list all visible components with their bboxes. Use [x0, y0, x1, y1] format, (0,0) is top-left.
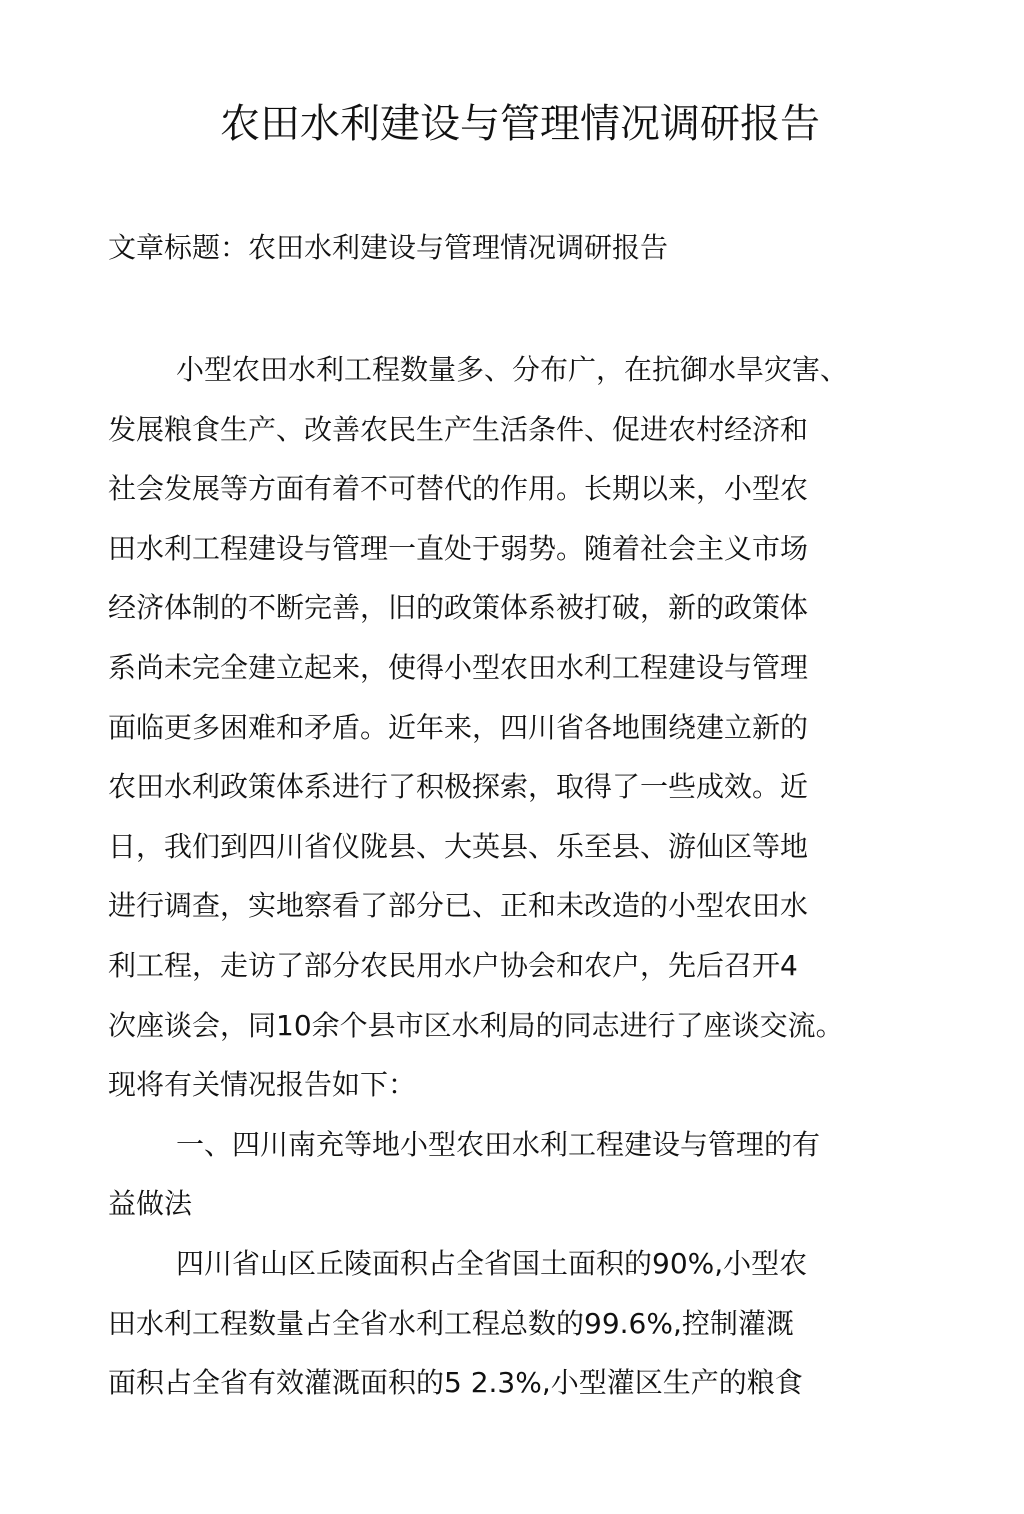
- text-line: 面积占全省有效灌溉面积的5 2.3%,小型灌区生产的粮食: [108, 1366, 803, 1400]
- text-line: 益做法: [108, 1187, 193, 1221]
- text-line: 现将有关情况报告如下：: [108, 1068, 417, 1102]
- text-line: 四川省山区丘陵面积占全省国土面积的90%,小型农: [176, 1246, 808, 1280]
- text-line: 次座谈会，同10余个县市区水利局的同志进行了座谈交流。: [108, 1008, 844, 1042]
- text-line: 田水利工程数量占全省水利工程总数的99.6%,控制灌溉: [108, 1306, 794, 1340]
- document-body: [108, 340, 888, 1413]
- text-line: 经济体制的不断完善，旧的政策体系被打破，新的政策体: [108, 591, 809, 625]
- document-title: 农田水利建设与管理情况调研报告: [220, 101, 820, 147]
- text-line: 利工程，走访了部分农民用水户协会和农户，先后召开4: [108, 948, 798, 982]
- text-line: 进行调查，实地察看了部分已、正和未改造的小型农田水: [108, 889, 809, 923]
- text-line: 一、四川南充等地小型农田水利工程建设与管理的有: [176, 1127, 821, 1161]
- text-line: 发展粮食生产、改善农民生产生活条件、促进农村经济和: [108, 412, 809, 446]
- text-line: 社会发展等方面有着不可替代的作用。长期以来，小型农: [108, 472, 809, 506]
- article-title-label: 文章标题：农田水利建设与管理情况调研报告: [108, 231, 669, 264]
- text-line: 田水利工程建设与管理一直处于弱势。随着社会主义市场: [108, 531, 809, 565]
- text-line: 小型农田水利工程数量多、分布广，在抗御水旱灾害、: [176, 353, 849, 386]
- text-line: 面临更多困难和矛盾。近年来，四川省各地围绕建立新的: [108, 710, 809, 744]
- text-line: 系尚未完全建立起来，使得小型农田水利工程建设与管理: [108, 650, 809, 684]
- text-line: 日，我们到四川省仪陇县、大英县、乐至县、游仙区等地: [108, 829, 809, 863]
- text-line: 农田水利政策体系进行了积极探索，取得了一些成效。近: [108, 770, 809, 804]
